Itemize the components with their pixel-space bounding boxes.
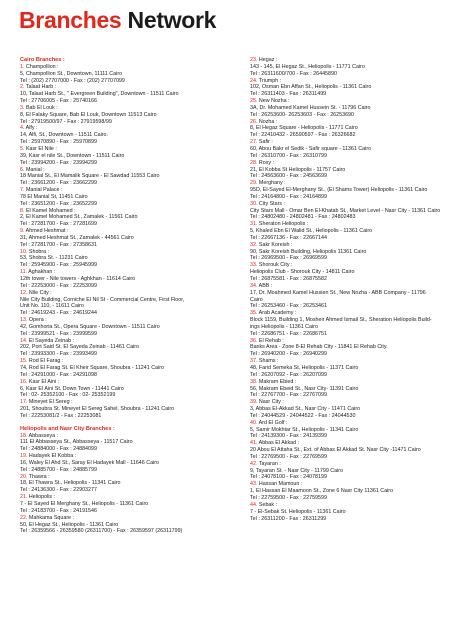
branch-detail-line: 56, Makram Ebeid St., Nasr City- 11391 Cairo bbox=[250, 385, 359, 392]
branch-heading bbox=[20, 399, 236, 406]
branch-number: 16. bbox=[20, 378, 28, 385]
branch-detail-line: Tel : 25970890 - Fax : 25970899 bbox=[20, 139, 97, 146]
branch-number: 20. bbox=[20, 473, 28, 480]
section-heading: Heliopolis and Nasr City Branches : bbox=[20, 425, 115, 432]
branch-detail-line: Tel : 24044529 - 24044522 - Fax : 24044530 bbox=[250, 412, 356, 419]
branch-detail-line: Tel : 26311600/700 - Fax : 26445890 bbox=[250, 70, 337, 77]
branch-detail-line: Tel : 26253600- 26253603 - Fax : 26253690 bbox=[250, 111, 354, 118]
branch-detail-line: 31, Ahmed Heshmat St., Zamalek - 44561 Cairo bbox=[20, 234, 134, 241]
branch-detail-line: 5, Khaled Ebn El Walid St., Heliopolis - 11361 Cairo bbox=[250, 228, 373, 235]
branch-heading bbox=[250, 160, 472, 167]
branch-detail-line: Tel : 22410432 - 26590597 - Fax : 26326682 bbox=[250, 132, 356, 139]
branch-name: ABB : bbox=[257, 282, 273, 289]
branch-heading bbox=[20, 269, 236, 276]
branch-heading bbox=[20, 125, 236, 132]
branch-name: Arab Academy : bbox=[257, 310, 297, 317]
branch-heading bbox=[20, 317, 236, 324]
branch-heading bbox=[250, 221, 472, 228]
branch-detail-line: Tel : 24078100 - Fax : 24078199 bbox=[250, 474, 327, 481]
branch-number: 19. bbox=[20, 453, 28, 460]
branch-name: Thawra : bbox=[27, 473, 50, 480]
branch-detail-line: 9, Tayaran St. - Nasr City - 11799 Cairo bbox=[250, 467, 344, 474]
branch-detail-line: Tel : 26940200 - Fax : 26940299 bbox=[250, 351, 327, 358]
title-dark-word: Network bbox=[127, 7, 217, 33]
branch-detail-line: Tel : 26253460 - Fax : 26253461 bbox=[250, 303, 327, 310]
branch-detail-line: Tel : 24164800 - Fax : 24164899 bbox=[250, 193, 327, 200]
branch-heading bbox=[20, 105, 236, 112]
branch-detail-line: Tel : 22769500 - Fax : 22769599 bbox=[250, 453, 327, 460]
branch-name: El Rehab : bbox=[257, 337, 284, 344]
branch-number: 11. bbox=[20, 269, 28, 276]
branch-heading bbox=[20, 208, 236, 215]
branch-detail-line: Tel : 24885700 - Fax : 24885799 bbox=[20, 466, 97, 473]
branch-detail-line: Tel : 26311200 - Fax : 26311299 bbox=[250, 515, 327, 522]
branch-detail-line: 14, Alfi, St., Downtown - 11511 Cairo. bbox=[20, 132, 109, 139]
branch-name: City Stars : bbox=[257, 200, 286, 207]
branch-heading bbox=[20, 358, 236, 365]
branch-detail-line: Tel : 22253000 - Fax : 22253099 bbox=[20, 282, 97, 289]
branch-name: El Kamel Mohamed : bbox=[24, 207, 76, 214]
branch-heading bbox=[20, 515, 236, 522]
branch-detail-line: Unit No. 110, - 11611 Cairo bbox=[20, 303, 84, 310]
branch-heading bbox=[250, 139, 472, 146]
branch-number: 26. bbox=[250, 118, 258, 125]
branch-heading bbox=[20, 84, 236, 91]
branch-number: 13. bbox=[20, 317, 28, 324]
branch-heading bbox=[20, 290, 236, 297]
branch-name: Nile City : bbox=[27, 289, 52, 296]
branch-name: Opera : bbox=[27, 317, 47, 324]
branch-detail-line: 17, Dr. Moahmed Kamel Hussien St., New Nozha - ABB Company - 11796 bbox=[250, 289, 426, 296]
branch-heading bbox=[250, 440, 472, 447]
branch-detail-line: City Stars Mall - Omar Ben El-Khatab St., Market Level - Nasr City - 11361 Cairo bbox=[250, 207, 441, 214]
branch-name: Shobra : bbox=[27, 248, 50, 255]
branch-number: 27. bbox=[250, 139, 258, 146]
branch-detail-line: 18, El Thawra St., Heliopolis - 11341 Cairo bbox=[20, 480, 121, 487]
branch-detail-line: 143 - 145, El Hegaz St., Heliopolis - 11771 Cairo bbox=[250, 63, 365, 70]
branch-heading bbox=[250, 180, 472, 187]
branch-detail-line: Tel : 23993300 - Fax : 23993499 bbox=[20, 351, 97, 358]
branch-detail-line: Tel : 23661200 - Fax : 23662299 bbox=[20, 180, 97, 187]
branch-number: 32. bbox=[250, 241, 258, 248]
branch-detail-line: Tel : 24884000 - Fax : 24884099 bbox=[20, 446, 97, 453]
branch-number: 25. bbox=[250, 98, 258, 105]
branch-number: 44. bbox=[250, 501, 258, 508]
branch-number: 4. bbox=[20, 125, 25, 132]
branch-name: Kasr El Nile : bbox=[24, 145, 57, 152]
branch-number: 34. bbox=[250, 282, 258, 289]
branch-detail-line: Tel : 27281700 - Fax : 27281699 bbox=[20, 221, 97, 228]
branch-heading bbox=[250, 502, 472, 509]
branch-name: Merghany : bbox=[257, 180, 286, 187]
branch-detail-line: Tel : 22759500 - Fax : 22759599 bbox=[250, 495, 327, 501]
branch-heading bbox=[20, 146, 236, 153]
branch-number: 42. bbox=[250, 460, 258, 467]
branch-detail-line: Tel : 26207092 - Fax : 26207099 bbox=[250, 371, 327, 378]
branch-detail-line: 5, Samir Mokhtar St., Heliopolis - 11341 Cairo bbox=[250, 426, 359, 433]
branch-detail-line: Cairo bbox=[250, 296, 263, 303]
branch-number: 6. bbox=[20, 166, 25, 173]
branch-number: 28. bbox=[250, 159, 258, 166]
branch-detail-line: 20 Abou El Attaha St., Ext. of Abbas El Akkad St. Nasr City -11471 Cairo bbox=[250, 447, 421, 454]
branch-number: 41. bbox=[250, 440, 258, 447]
branch-detail-line: Tel : 24291000 - Fax : 24291098 bbox=[20, 371, 97, 378]
branch-detail-line: 202, Port Said St. El Sayeda Zeinab - 11461 Cairo bbox=[20, 344, 140, 351]
branch-name: Champollion : bbox=[24, 63, 59, 70]
branch-number: 3. bbox=[20, 104, 25, 111]
branch-heading bbox=[250, 201, 472, 208]
branch-detail-line: Tel : 25945900 - Fax : 25945999 bbox=[20, 262, 97, 269]
branch-detail-line: 74, Rod El Farag St. El Kheir Square, Shoubra - 11241 Cairo bbox=[20, 364, 164, 371]
branch-name: Alfy : bbox=[24, 125, 38, 132]
branch-detail-line: Tel : 23651200 - Fax : 23652299 bbox=[20, 200, 97, 207]
branch-detail-line: 3A, Dr. Mohamed Kamel Hussein St. - 11796 Cairo bbox=[250, 104, 371, 111]
branch-detail-line: Tel : (202) 27707000 - Fax : (202) 27707099 bbox=[20, 77, 125, 84]
left-column bbox=[20, 57, 236, 535]
branch-name: Sebak : bbox=[257, 501, 278, 508]
branch-number: 21. bbox=[20, 494, 28, 501]
branch-name: El Sayeda Zeinab : bbox=[27, 337, 75, 344]
branch-heading bbox=[20, 379, 236, 386]
branch-number: 9. bbox=[20, 228, 25, 235]
branch-name: Sheraton Heliopolis : bbox=[257, 221, 309, 228]
branch-heading bbox=[250, 461, 472, 468]
right-column bbox=[250, 57, 472, 522]
branch-number: 8. bbox=[20, 207, 25, 214]
branch-number: 31. bbox=[250, 221, 258, 228]
branch-detail-line: Tel : 22686751 - Fax : 22686751 bbox=[250, 330, 327, 337]
branch-heading bbox=[20, 187, 236, 194]
branch-name: Manial : bbox=[24, 166, 45, 173]
branch-name: Nasr City : bbox=[257, 399, 284, 406]
branch-number: 22. bbox=[20, 514, 28, 521]
branch-number: 5. bbox=[20, 145, 25, 152]
branch-detail-line: Banks Area - Zone 8-El Rehab City - 11841 El Rehab City. bbox=[250, 344, 388, 351]
branch-detail-line: ings Heliopolis - 11361 Cairo bbox=[250, 323, 318, 330]
section-heading: Cairo Branches : bbox=[20, 57, 65, 63]
branch-detail-line: 21, El Kobba St Heliopolis - 11757 Cairo bbox=[250, 166, 346, 173]
branch-detail-line: Tel : 22767700 - Fax : 22767099 bbox=[250, 392, 327, 399]
branch-detail-line: Heliopolis Club - Shorouk City - 14811 Cairo bbox=[250, 269, 355, 276]
branch-number: 43. bbox=[250, 481, 258, 488]
branch-name: Ard El Golf : bbox=[257, 419, 288, 426]
branch-name: Rod El Farag : bbox=[27, 358, 64, 365]
branch-heading bbox=[250, 358, 472, 365]
branch-detail-line: 7 - El Sayed El Merghany St., Heliopolis - 11361 Cairo bbox=[20, 501, 149, 507]
branch-detail-line: Tel : 26875581 - Fax : 26875582 bbox=[250, 276, 327, 282]
branch-name: Tayaran : bbox=[257, 460, 281, 467]
branch-detail-line: 1, El Hassan El Maamoon St., Zone 6 Nasr City 11361 Cairo bbox=[250, 488, 394, 495]
branch-detail-line: 48, Farid Semeka St, Heliopolis - 11371 Cairo bbox=[250, 364, 359, 371]
branch-number: 24. bbox=[250, 77, 258, 84]
branch-name: Makram Ebied : bbox=[257, 378, 297, 385]
branch-number: 40. bbox=[250, 419, 258, 426]
branch-number: 14. bbox=[20, 337, 28, 344]
branch-name: Hadayek El Kobba : bbox=[27, 453, 77, 460]
branch-detail-line: Tel : 24563600 - Fax : 24563699 bbox=[250, 173, 327, 180]
branch-heading bbox=[250, 420, 472, 427]
branch-heading bbox=[20, 474, 236, 481]
branch-heading bbox=[20, 338, 236, 345]
branch-number: 37. bbox=[250, 358, 258, 365]
branch-detail-line: Tel : 27281700 - Fax : 27358631 bbox=[20, 241, 97, 248]
branch-number: 39. bbox=[250, 399, 258, 406]
branch-detail-line: 111 El Abbasseya St., Abbasseya - 11517 Cairo bbox=[20, 439, 133, 446]
branch-number: 12. bbox=[20, 289, 28, 296]
branch-detail-line: Tel : 23999521 - Fax : 23999599 bbox=[20, 330, 97, 337]
branch-heading bbox=[250, 262, 472, 269]
branch-heading bbox=[250, 399, 472, 406]
branch-detail-line: Tel : 26310700 - Fax : 26310799 bbox=[250, 152, 327, 159]
branch-heading bbox=[250, 481, 472, 488]
branch-name: Shorouk City : bbox=[257, 262, 293, 269]
branch-number: 30. bbox=[250, 200, 258, 207]
branch-detail-line: Tel : 24183700 - Fax : 24191546 bbox=[20, 507, 97, 514]
branch-detail-line: 102, Osman Ebn Affan St., Heliopolis - 11361 Cairo bbox=[250, 84, 372, 91]
branch-number: 29. bbox=[250, 180, 258, 187]
branch-number: 36. bbox=[250, 337, 258, 344]
branch-heading bbox=[20, 433, 236, 440]
branch-detail-line: 78 El Manial St, 11451 Cairo bbox=[20, 193, 88, 200]
branch-name: Sakr Koreish : bbox=[257, 241, 293, 248]
branch-detail-line: 3, Abbas El-Akkad St., Nasr City - 11471 Cairo bbox=[250, 406, 361, 413]
branch-name: Roxy : bbox=[257, 159, 275, 166]
branch-name: Safir : bbox=[257, 139, 273, 146]
branch-detail-line: 201, Shoubra St. Mineyet El Sereg Sahel, Shoubra - 11241 Cairo bbox=[20, 406, 175, 413]
branch-detail-line: Tel : 26359566 - 26359580 (26311700) - Fax : 26359597 (26311799) bbox=[20, 528, 183, 535]
branch-detail-line: Tel : 26969500 - Fax : 26969599 bbox=[250, 255, 327, 262]
branch-detail-line: 12th tower - Nile towers - Aghkhan - 11614 Cairo bbox=[20, 276, 136, 282]
branch-detail-line: Tel : 02- 25352100 - Fax : 02- 25352199 bbox=[20, 392, 116, 399]
branch-detail-line: Tel : 24619243 - Fax : 24619244 bbox=[20, 310, 97, 317]
branch-name: Abbasseya : bbox=[27, 432, 59, 439]
branch-name: Bab El Louk : bbox=[24, 104, 58, 111]
branch-detail-line: 5, Champollion St., Downtown, 11111 Cairo bbox=[20, 70, 123, 77]
branch-detail-line: 8, El Falaky Square, Bab El Louk, Downtown 11513 Cairo bbox=[20, 111, 157, 118]
branch-detail-line: 39, Kasr el nile St., Downtown - 11511 Cairo bbox=[20, 152, 125, 159]
branch-heading bbox=[20, 167, 236, 174]
branch-heading bbox=[250, 283, 472, 290]
branch-heading bbox=[20, 64, 236, 71]
branch-number: 15. bbox=[20, 358, 28, 365]
branch-name: Triumph : bbox=[257, 77, 282, 84]
branch-heading bbox=[250, 338, 472, 345]
branch-name: New Nozha : bbox=[257, 98, 290, 105]
branch-detail-line: Tel : 24136300 - Fax : 22903277 bbox=[20, 487, 97, 494]
branch-heading bbox=[20, 453, 236, 460]
branch-name: Nozha : bbox=[257, 118, 278, 125]
branch-name: Hassan Mamoun : bbox=[257, 481, 303, 488]
branch-detail-line: Tel : 26311403 - Fax : 26311499 bbox=[250, 91, 327, 98]
branch-detail-line: 90, Sakr Koreish Building, Heliopolis 11361 Cairo bbox=[250, 248, 367, 255]
branch-detail-line: Nile City Building, Corniche El Nil St - Commercial Centre, First Floor, bbox=[20, 296, 185, 303]
branch-name: Mineyet El Sereg : bbox=[27, 399, 73, 406]
branch-detail-line: Tel : 27919500/97 - Fax : 27919598/99 bbox=[20, 118, 112, 125]
branch-detail-line: 18 Manial St., El Mamalik Square - El Sawdad 11553 Cairo bbox=[20, 173, 160, 180]
branch-name: Hegaz : bbox=[257, 57, 278, 63]
branch-name: Ahmed Heshmat : bbox=[24, 228, 69, 235]
branch-heading bbox=[250, 379, 472, 386]
branch-number: 2. bbox=[20, 84, 25, 91]
title-red-word: Branches bbox=[19, 7, 122, 33]
branch-detail-line: Tel : 23994200 - Fax : 23994299 bbox=[20, 159, 97, 166]
branch-name: Shams : bbox=[257, 358, 279, 365]
branch-name: Talaat Harb : bbox=[24, 84, 57, 91]
branch-detail-line: Tel : 27706005 - Fax : 25740166 bbox=[20, 98, 97, 105]
branch-name: Aghakhan : bbox=[27, 269, 56, 276]
branch-name: Manial Palace : bbox=[24, 187, 63, 194]
branch-detail-line: Block 1159, Building 1, Mosheir Ahmed Ismail St., Sheration Heliopolis Build- bbox=[250, 317, 432, 324]
branch-detail-line: 2, El Kamel Mohamed St., Zamalek - 11561 Cairo bbox=[20, 214, 138, 221]
branch-heading bbox=[250, 57, 472, 64]
branch-number: 38. bbox=[250, 378, 258, 385]
branch-heading bbox=[250, 78, 472, 85]
branch-detail-line: Tel : 24139300 - Fax : 24139399 bbox=[250, 433, 327, 440]
branch-heading bbox=[20, 249, 236, 256]
branch-number: 33. bbox=[250, 262, 258, 269]
branch-detail-line: 95D, El-Sayed El-Merghany St., (El Shams Tower) Heliopolis - 11361 Cairo bbox=[250, 187, 428, 194]
branch-number: 23. bbox=[250, 57, 258, 63]
branch-name: Kasr El Aini : bbox=[27, 378, 60, 385]
branch-name: Heliopolis : bbox=[27, 494, 56, 501]
branch-detail-line: 53, Shobra St. - 11231 Cairo bbox=[20, 255, 88, 262]
branch-detail-line: 60, Abou Bakr el Sedik - Safir square - 11361 Cairo bbox=[250, 145, 372, 152]
branch-detail-line: 8, El Hegaz Square - Heliopolis - 11771 Cairo bbox=[250, 125, 358, 132]
branch-detail-line: 10, Talaat Harb St., " Evergreen Building", Downtown - 11511 Cairo bbox=[20, 91, 179, 98]
branch-detail-line: Tel : 22253081/2 - Fax : 22253081 bbox=[20, 412, 102, 419]
branch-number: 18. bbox=[20, 432, 28, 439]
branch-detail-line: 7 - El-Sebak St. Heliopolis - 11361 Cairo bbox=[250, 508, 346, 515]
branch-heading bbox=[250, 310, 472, 317]
branch-detail-line: 50, El Hegaz St., Heliopolis - 11361 Cairo bbox=[20, 521, 119, 528]
branch-detail-line: Tel : 24802480 - 24802481 - Fax : 24802483 bbox=[250, 214, 356, 221]
branch-number: 10. bbox=[20, 248, 28, 255]
branch-number: 7. bbox=[20, 187, 25, 194]
branch-name: Mahkama Square : bbox=[27, 514, 75, 521]
branch-name: Abbas El Akkad : bbox=[257, 440, 300, 447]
branch-number: 1. bbox=[20, 63, 25, 70]
branch-heading bbox=[250, 119, 472, 126]
branch-heading bbox=[250, 98, 472, 105]
branch-detail-line: 16, Waley El Ahd St., Saray El Hadayek Mall - 11646 Cairo bbox=[20, 459, 160, 466]
branch-detail-line: 6, Kasr El Aini St. Down Town - 11441 Cairo bbox=[20, 385, 124, 392]
branch-detail-line: 42, Gomhoria St., Opera Square - Downtown - 11511 Cairo bbox=[20, 323, 160, 330]
branch-heading bbox=[20, 228, 236, 235]
branch-heading bbox=[20, 494, 236, 501]
branch-number: 17. bbox=[20, 399, 28, 406]
page-title bbox=[19, 7, 216, 34]
branch-number: 35. bbox=[250, 310, 258, 317]
branch-detail-line: Tel : 22667136 - Fax : 22667144 bbox=[250, 234, 327, 241]
branch-heading bbox=[250, 242, 472, 249]
